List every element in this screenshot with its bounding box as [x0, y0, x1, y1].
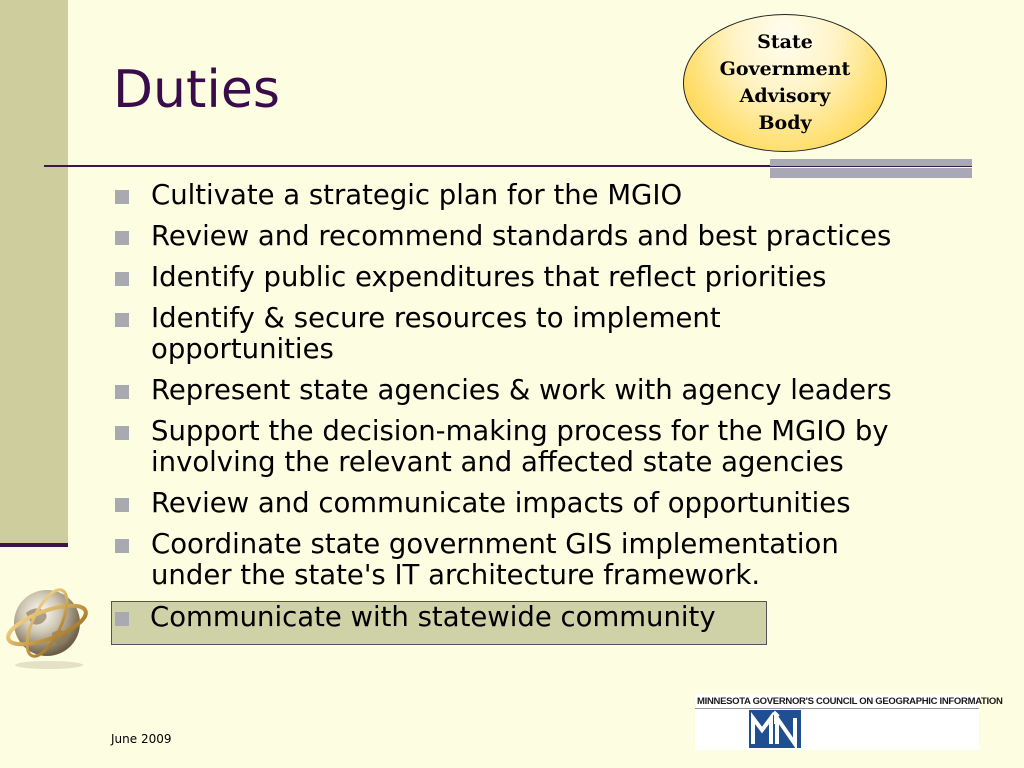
list-item [114, 529, 926, 591]
council-divider [695, 708, 979, 709]
list-item [114, 416, 994, 478]
square-bullet-icon [115, 313, 129, 327]
list-item-text: Represent state agencies & work with agency leaders [151, 374, 892, 406]
duties-list [114, 180, 994, 655]
list-item [114, 262, 994, 293]
list-item-text: Review and recommend standards and best practices [151, 220, 892, 252]
title-divider-accent-top [770, 159, 972, 166]
square-bullet-icon [115, 385, 129, 399]
square-bullet-icon [115, 498, 129, 512]
square-bullet-icon [115, 231, 129, 245]
list-item-text: Identify & secure resources to implement opportunities [151, 302, 721, 365]
list-item-text: Review and communicate impacts of opportunities [151, 487, 851, 519]
list-item [114, 303, 811, 365]
list-item-text: Communicate with statewide community [150, 601, 716, 633]
square-bullet-icon [115, 539, 129, 553]
list-item [114, 221, 994, 252]
list-item-text: Cultivate a strategic plan for the MGIO [151, 179, 683, 211]
square-bullet-icon [115, 612, 129, 626]
title-divider-accent-bottom [770, 168, 972, 178]
left-accent-bar [0, 0, 68, 545]
council-name: MINNESOTA GOVERNOR'S COUNCIL ON GEOGRAPHIC INFORMATION [697, 696, 1003, 707]
advisory-body-oval [683, 14, 887, 152]
list-item [114, 375, 994, 406]
square-bullet-icon [115, 426, 129, 440]
list-item-text: Identify public expenditures that reflect priorities [151, 261, 827, 293]
globe-icon [4, 583, 90, 669]
left-accent-rule [0, 543, 68, 547]
mn-logo-icon [749, 710, 801, 748]
advisory-body-label: State Government Advisory Body [719, 31, 851, 134]
footer-date: June 2009 [111, 732, 172, 746]
list-item [114, 488, 994, 519]
list-item [114, 180, 994, 211]
highlighted-list-item [111, 601, 767, 645]
council-logo [695, 694, 1003, 750]
slide-title: Duties [113, 60, 280, 120]
square-bullet-icon [115, 272, 129, 286]
list-item-text: Support the decision-making process for the MGIO by involving the relevant and affected state agencies [151, 415, 889, 478]
list-item-text: Coordinate state government GIS implementation under the state's IT architecture framework. [151, 528, 839, 591]
square-bullet-icon [115, 190, 129, 204]
